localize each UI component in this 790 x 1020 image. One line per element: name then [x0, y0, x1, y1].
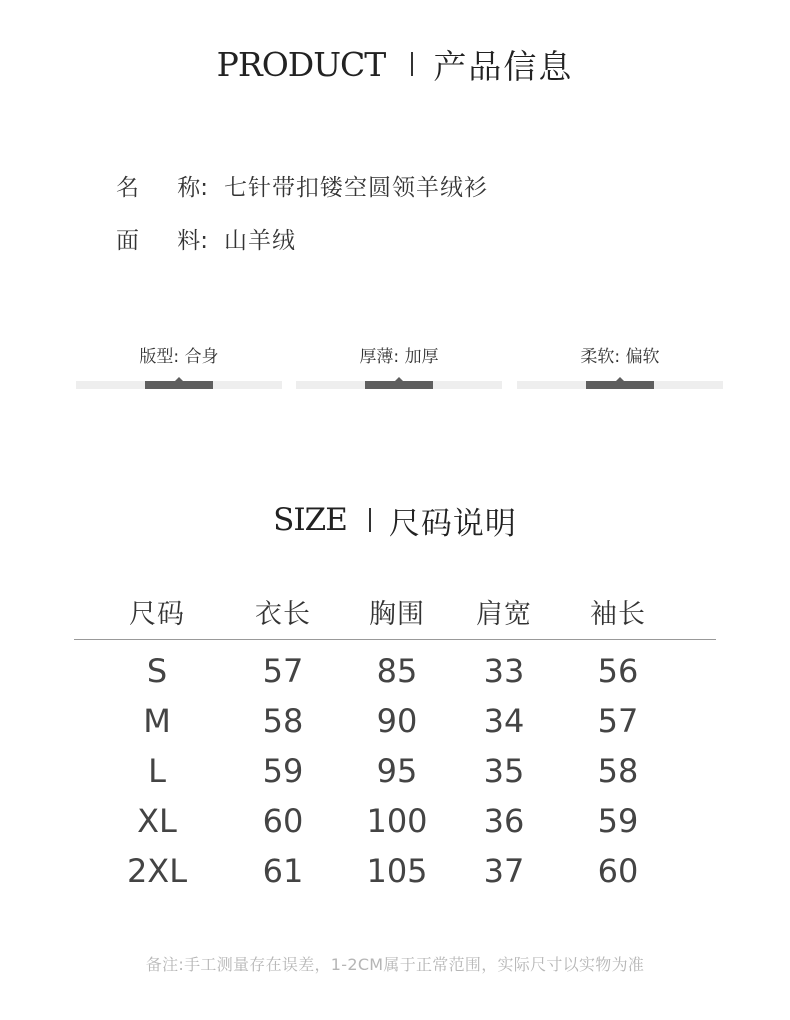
product-name-label: 名 称:: [116, 174, 208, 201]
shoulder-cell: 35: [483, 752, 525, 790]
header-sleeve: 袖长: [590, 599, 646, 630]
material-row: [116, 222, 296, 254]
table-row: [74, 796, 716, 846]
length-cell: 58: [262, 702, 304, 740]
size-cell: L: [148, 752, 166, 790]
shoulder-cell: 33: [483, 652, 525, 690]
chest-cell: 105: [366, 852, 428, 890]
size-cell: XL: [137, 802, 177, 840]
shoulder-cell: 37: [483, 852, 525, 890]
fit-indicator-label: 版型: 合身: [139, 347, 219, 367]
table-row: [74, 846, 716, 896]
length-cell: 59: [262, 752, 304, 790]
fit-indicator-fill: [145, 381, 213, 389]
size-section-title: [0, 498, 790, 542]
thickness-indicator-label: 厚薄: 加厚: [359, 347, 439, 367]
title-separator: [369, 508, 371, 532]
sleeve-cell: 57: [597, 702, 639, 740]
size-cell: S: [146, 652, 168, 690]
header-chest: 胸围: [369, 599, 425, 630]
softness-indicator-pointer: [615, 377, 625, 382]
shoulder-cell: 36: [483, 802, 525, 840]
shoulder-cell: 34: [483, 702, 525, 740]
table-row: [74, 746, 716, 796]
material-label: 面 料:: [116, 227, 208, 254]
softness-indicator-fill: [586, 381, 654, 389]
material-value: 山羊绒: [224, 227, 296, 254]
size-table-body: [74, 640, 716, 896]
length-cell: 61: [262, 852, 304, 890]
measurement-footnote: 备注:手工测量存在误差，1-2CM属于正常范围，实际尺寸以实物为准: [145, 955, 645, 974]
thickness-indicator-fill: [365, 381, 433, 389]
thickness-indicator: [296, 340, 502, 392]
size-title-en: SIZE: [273, 502, 347, 538]
size-cell: 2XL: [126, 852, 188, 890]
product-name-row: [116, 169, 488, 201]
table-row: [74, 696, 716, 746]
chest-cell: 85: [376, 652, 418, 690]
chest-cell: 100: [366, 802, 428, 840]
size-table-header: [74, 584, 716, 640]
size-cell: M: [143, 702, 171, 740]
product-title-en: PRODUCT: [216, 44, 386, 84]
header-size: 尺码: [129, 599, 185, 630]
chest-cell: 90: [376, 702, 418, 740]
fit-indicator-pointer: [174, 377, 184, 382]
length-cell: 57: [262, 652, 304, 690]
product-section-title: [0, 42, 790, 86]
size-title-zh: 尺码说明: [388, 505, 517, 542]
sleeve-cell: 56: [597, 652, 639, 690]
length-cell: 60: [262, 802, 304, 840]
header-shoulder: 肩宽: [476, 599, 532, 630]
size-table: [74, 584, 716, 896]
header-length: 衣长: [255, 599, 311, 630]
table-row: [74, 646, 716, 696]
sleeve-cell: 58: [597, 752, 639, 790]
product-name-value: 七针带扣镂空圆领羊绒衫: [224, 174, 488, 201]
fit-indicator: [76, 340, 282, 392]
softness-indicator: [517, 340, 723, 392]
sleeve-cell: 59: [597, 802, 639, 840]
product-title-zh: 产品信息: [433, 46, 574, 86]
softness-indicator-label: 柔软: 偏软: [580, 347, 660, 367]
chest-cell: 95: [376, 752, 418, 790]
thickness-indicator-pointer: [394, 377, 404, 382]
sleeve-cell: 60: [597, 852, 639, 890]
title-separator: [411, 52, 413, 76]
